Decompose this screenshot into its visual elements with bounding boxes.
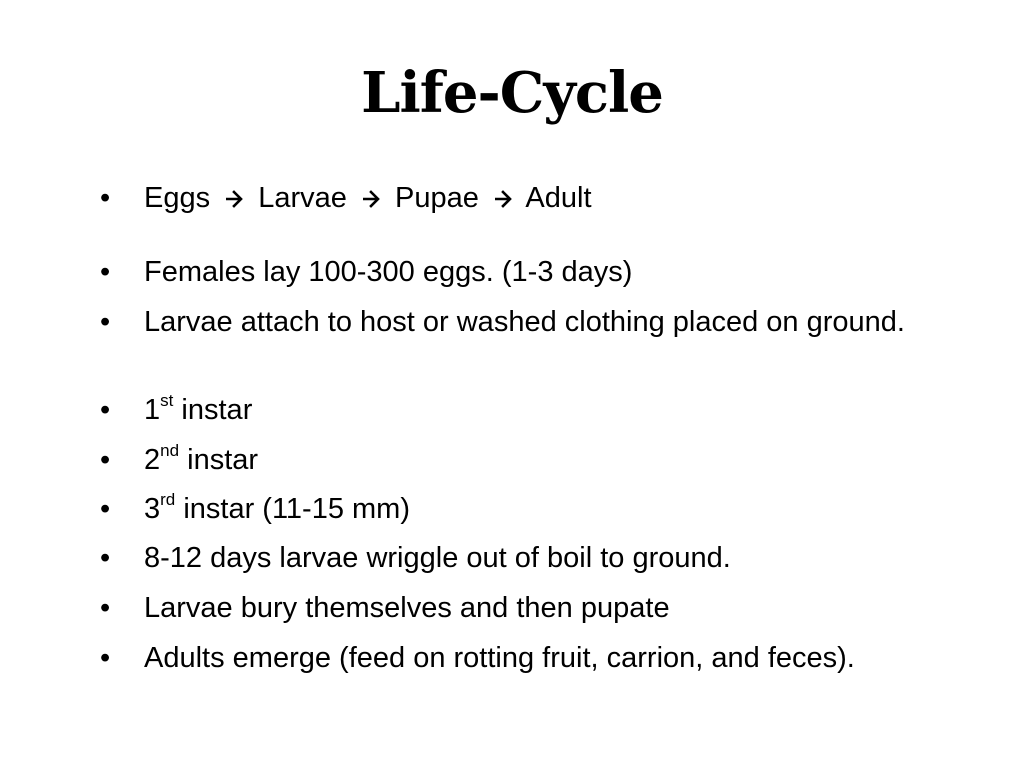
instar-1 bbox=[144, 392, 980, 428]
stage-eggs: Eggs bbox=[144, 182, 211, 214]
right-arrow-icon bbox=[495, 182, 513, 218]
bullet-text: Larvae bury themselves and then pupate bbox=[144, 592, 670, 624]
instar-label: instar bbox=[179, 444, 259, 476]
instar-number: 3 bbox=[144, 493, 161, 525]
bullet-dot: • bbox=[100, 542, 111, 574]
ordinal-suffix: st bbox=[160, 391, 174, 410]
bullet-dot: • bbox=[100, 444, 111, 476]
lifecycle-stages bbox=[144, 180, 980, 218]
bullet-text: Larvae attach to host or washed clothing placed on ground. bbox=[144, 306, 905, 338]
slide-title: Life-Cycle bbox=[361, 60, 663, 126]
instar-3 bbox=[144, 491, 980, 527]
ordinal-suffix: nd bbox=[160, 441, 180, 460]
right-arrow-icon bbox=[363, 182, 381, 218]
stage-pupae: Pupae bbox=[395, 182, 479, 214]
stage-larvae: Larvae bbox=[258, 182, 347, 214]
bullet-dot: • bbox=[100, 182, 111, 214]
bullet-dot: • bbox=[100, 642, 111, 674]
bullet-text: Adults emerge (feed on rotting fruit, carrion, and feces). bbox=[144, 642, 855, 674]
bullet-dot: • bbox=[100, 592, 111, 624]
stage-adult: Adult bbox=[525, 182, 592, 214]
instar-number: 1 bbox=[144, 394, 161, 426]
bullet-dot: • bbox=[100, 256, 111, 288]
ordinal-suffix: rd bbox=[160, 490, 176, 509]
bullet-dot: • bbox=[100, 394, 111, 426]
bullet-text: Females lay 100-300 eggs. (1-3 days) bbox=[144, 256, 633, 288]
bullet-dot: • bbox=[100, 493, 111, 525]
instar-label: instar (11-15 mm) bbox=[175, 493, 410, 525]
instar-number: 2 bbox=[144, 444, 161, 476]
bullet-text: 8-12 days larvae wriggle out of boil to ground. bbox=[144, 542, 731, 574]
instar-2 bbox=[144, 442, 980, 478]
bullet-dot: • bbox=[100, 306, 111, 338]
right-arrow-icon bbox=[226, 182, 244, 218]
instar-label: instar bbox=[173, 394, 253, 426]
